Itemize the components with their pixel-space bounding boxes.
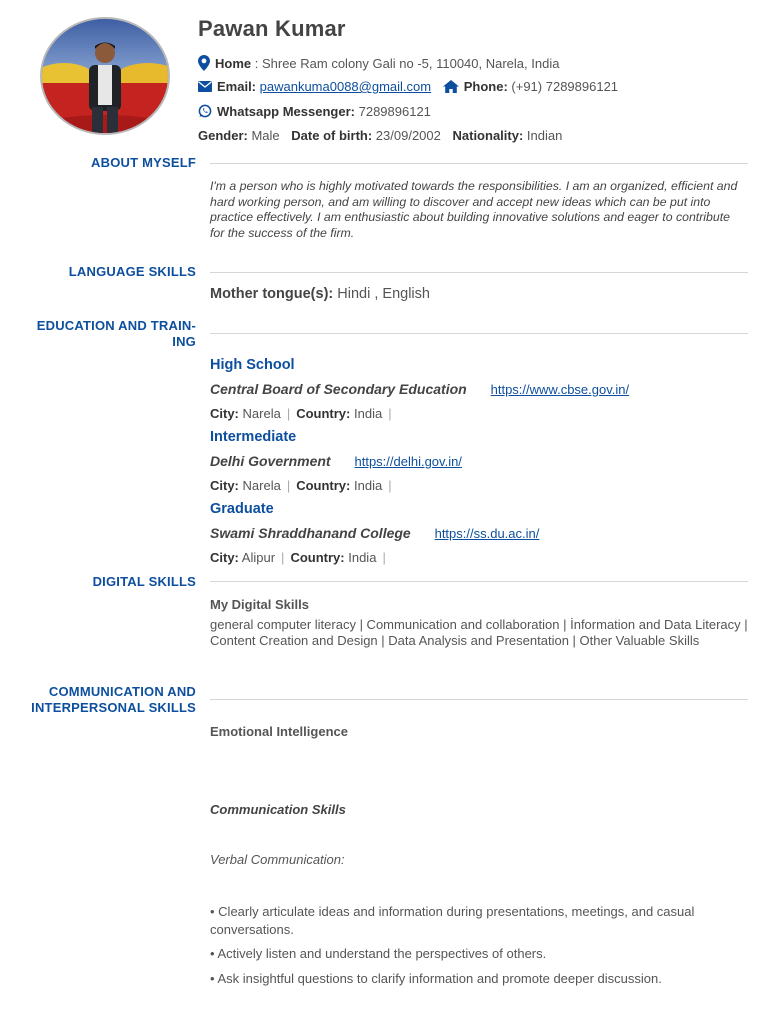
mother-tongue-row xyxy=(210,286,430,302)
communication-title-line1: COMMUNICATION AND xyxy=(48,684,196,699)
digital-divider xyxy=(210,581,748,582)
country-value: India xyxy=(354,406,383,421)
mother-tongue-value: Hindi , English xyxy=(333,286,430,302)
education-organisation xyxy=(210,525,539,541)
separator: | xyxy=(281,550,285,565)
about-section-title: ABOUT MYSELF xyxy=(91,155,196,170)
education-title-line2: ING xyxy=(172,334,196,349)
education-title: Intermediate xyxy=(210,429,297,445)
country-label: Country: xyxy=(290,550,345,565)
city-value: Narela xyxy=(242,478,281,493)
education-title: Graduate xyxy=(210,501,274,517)
separator: | xyxy=(388,406,392,421)
education-link[interactable]: https://ss.du.ac.in/ xyxy=(434,526,540,541)
education-title: High School xyxy=(210,357,295,373)
city-value: Alipur xyxy=(241,550,276,565)
house-icon xyxy=(443,80,459,96)
about-divider xyxy=(210,163,748,164)
location-pin-icon xyxy=(198,55,210,74)
phone-value: (+91) 7289896121 xyxy=(511,79,619,94)
email-link[interactable]: pawankuma0088@gmail.com xyxy=(259,79,432,94)
email-phone-row xyxy=(198,79,618,96)
bullet-item: • Actively listen and understand the perspectives of others. xyxy=(210,946,547,961)
personal-details-row xyxy=(198,128,562,143)
communication-skills-heading: Communication Skills xyxy=(210,802,346,817)
whatsapp-value: 7289896121 xyxy=(358,104,431,119)
education-location xyxy=(210,406,398,421)
envelope-icon xyxy=(198,80,212,95)
education-link[interactable]: https://www.cbse.gov.in/ xyxy=(490,382,630,397)
profile-photo xyxy=(40,17,170,135)
education-org-name: Swami Shraddhanand College xyxy=(210,525,411,541)
country-value: India xyxy=(354,478,383,493)
separator: | xyxy=(286,406,291,421)
verbal-communication-heading: Verbal Communication: xyxy=(210,852,345,867)
profile-photo-image xyxy=(42,19,168,133)
digital-subtitle: My Digital Skills xyxy=(210,597,309,612)
gender-label: Gender: xyxy=(198,128,248,143)
separator: | xyxy=(388,478,392,493)
education-location xyxy=(210,478,398,493)
home-value: : Shree Ram colony Gali no -5, 110040, Narela, India xyxy=(251,55,560,71)
mother-tongue-label: Mother tongue(s): xyxy=(210,286,334,302)
education-org-name: Delhi Government xyxy=(210,453,331,469)
phone-label: Phone: xyxy=(463,79,508,94)
city-value: Narela xyxy=(242,406,281,421)
separator: | xyxy=(382,550,386,565)
bullet-item: • Clearly articulate ideas and information during presentations, meetings, and casual conversations. xyxy=(210,904,695,937)
communication-divider xyxy=(210,699,748,700)
education-divider xyxy=(210,333,748,334)
email-label: Email: xyxy=(217,79,257,94)
dob-value: 23/09/2002 xyxy=(375,128,441,143)
education-organisation xyxy=(210,381,629,397)
whatsapp-icon xyxy=(198,104,212,121)
digital-skills-list: general computer literacy | Communication and collaboration | İnformation and Data Literacy | Content Creation and Design | Data Analysis and Presentation | Other Valuable Skills xyxy=(210,617,748,648)
country-label: Country: xyxy=(296,406,351,421)
whatsapp-label: Whatsapp Messenger: xyxy=(217,104,355,119)
separator: | xyxy=(286,478,291,493)
digital-section-title: DIGITAL SKILLS xyxy=(92,574,196,589)
home-address-row xyxy=(198,55,559,74)
about-text: I'm a person who is highly motivated towards the responsibilities. I am an organized, efficient and hard working person, and am willing to discover and accept new ideas which can be put into practice effectively. I am enthusiastic about building innovative solutions and eager to contribute for the success of the firm. xyxy=(210,179,738,240)
nationality-label: Nationality: xyxy=(452,128,524,143)
city-label: City: xyxy=(210,478,239,493)
language-divider xyxy=(210,272,748,273)
whatsapp-row xyxy=(198,104,431,121)
language-section-title: LANGUAGE SKILLS xyxy=(68,264,196,279)
communication-section-title xyxy=(0,684,196,716)
communication-title-line2: INTERPERSONAL SKILLS xyxy=(31,700,196,715)
gender-value: Male xyxy=(251,128,280,143)
nationality-value: Indian xyxy=(526,128,563,143)
city-label: City: xyxy=(210,550,239,565)
education-section-title xyxy=(0,318,196,350)
education-location xyxy=(210,550,392,565)
education-title-line1: EDUCATION AND TRAIN- xyxy=(36,318,196,333)
country-label: Country: xyxy=(296,478,351,493)
education-link[interactable]: https://delhi.gov.in/ xyxy=(354,454,462,469)
home-label: Home xyxy=(215,55,252,71)
education-organisation xyxy=(210,453,462,469)
dob-label: Date of birth: xyxy=(291,128,373,143)
bullet-item: • Ask insightful questions to clarify information and promote deeper discussion. xyxy=(210,971,662,986)
country-value: India xyxy=(348,550,377,565)
city-label: City: xyxy=(210,406,239,421)
education-org-name: Central Board of Secondary Education xyxy=(210,381,467,397)
person-name: Pawan Kumar xyxy=(198,16,346,41)
emotional-intelligence-subtitle: Emotional Intelligence xyxy=(210,724,348,739)
